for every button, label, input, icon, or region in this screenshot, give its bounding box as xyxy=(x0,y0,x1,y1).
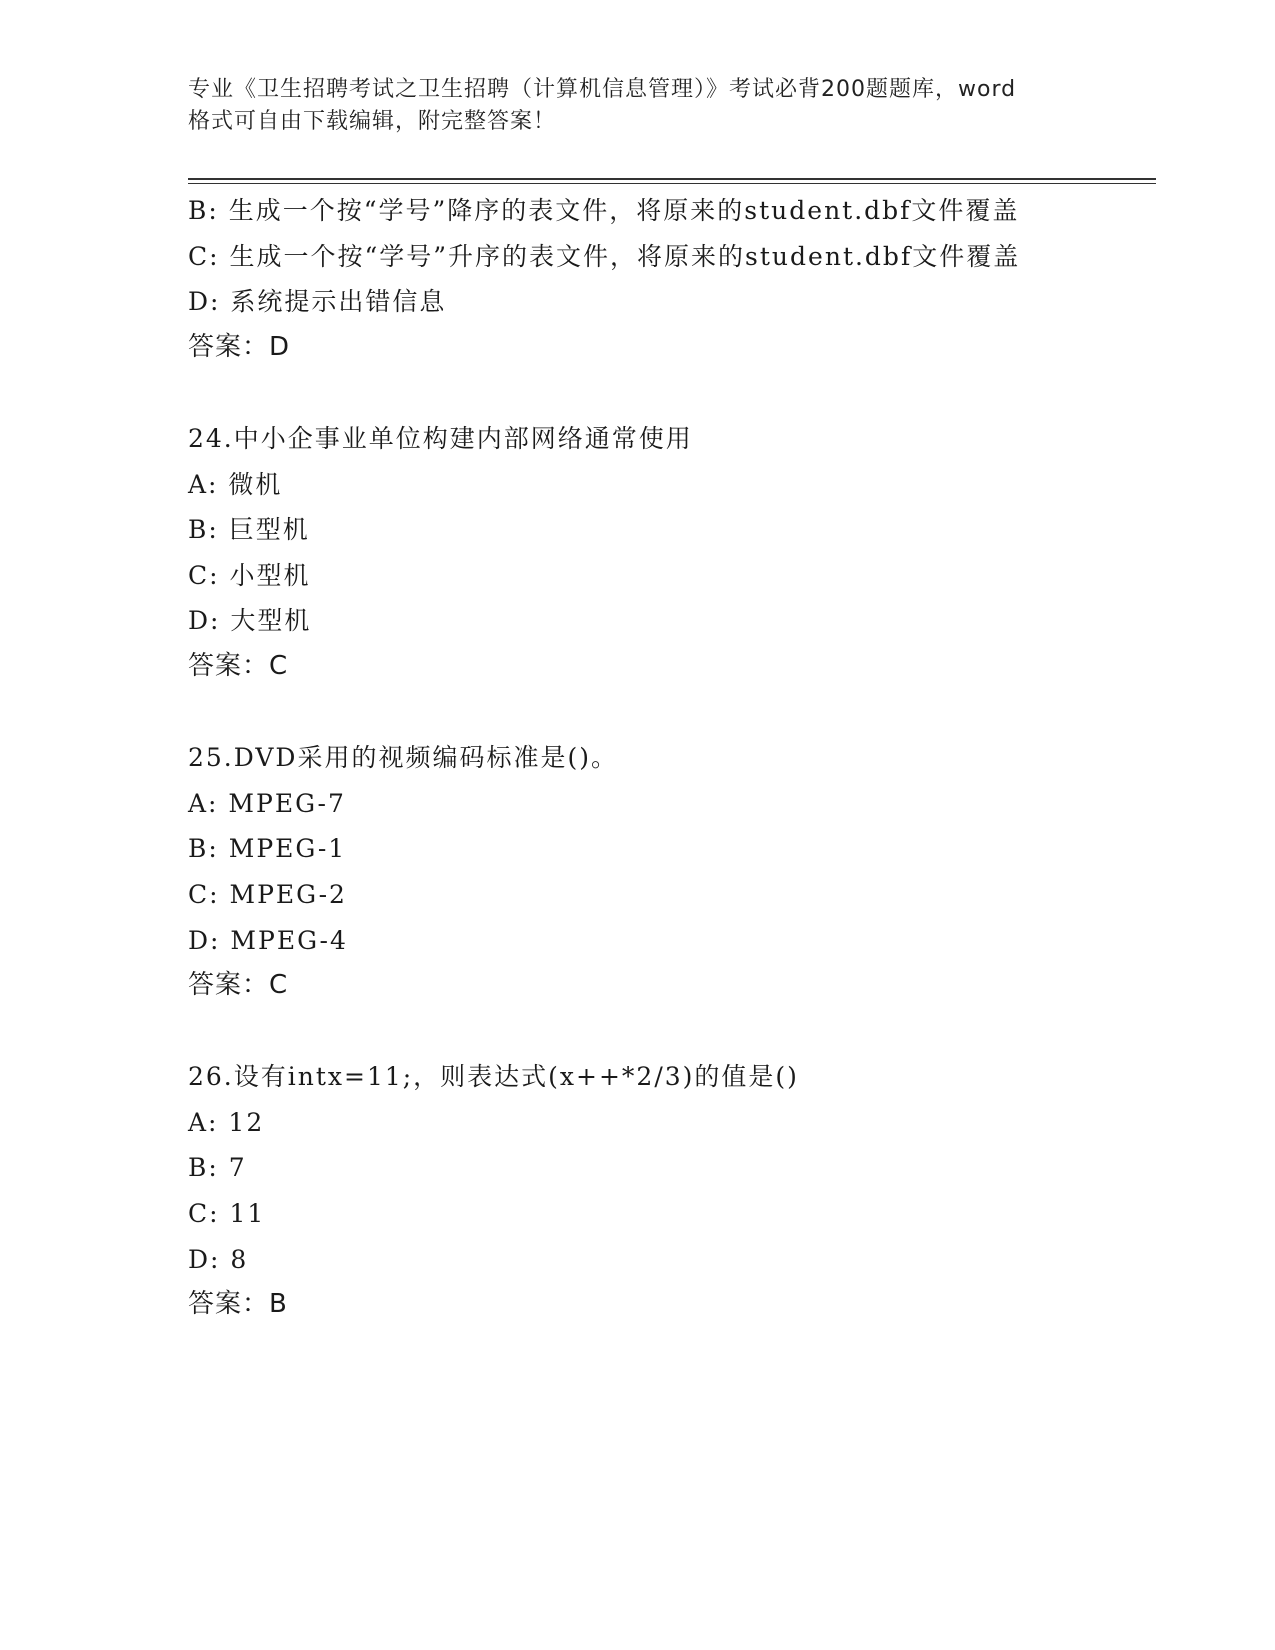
header-line-2: 格式可自由下载编辑，附完整答案！ xyxy=(188,109,557,134)
answer: 答案：D xyxy=(188,331,291,362)
option-b: B: 生成一个按“学号”降序的表文件，将原来的student.dbf文件覆盖 xyxy=(188,196,1020,225)
question-25 xyxy=(188,735,1088,1009)
header-rule-thick xyxy=(188,178,1156,180)
option-d: D: 系统提示出错信息 xyxy=(188,287,447,317)
header-line-1: 专业《卫生招聘考试之卫生招聘（计算机信息管理）》考试必背200题题库，word xyxy=(188,77,1017,102)
option-b: B: 巨型机 xyxy=(188,515,310,545)
answer: 答案：C xyxy=(188,650,289,681)
option-c: C: MPEG-2 xyxy=(188,879,347,909)
option-a: A: MPEG-7 xyxy=(188,788,346,818)
option-c: C: 生成一个按“学号”升序的表文件，将原来的student.dbf文件覆盖 xyxy=(188,241,1021,271)
header-rule-thin xyxy=(188,183,1156,184)
answer: 答案：C xyxy=(188,970,289,1001)
document-header xyxy=(188,74,1108,138)
question-content xyxy=(188,188,1088,1328)
question-23 xyxy=(188,188,1088,370)
option-a: A: 微机 xyxy=(188,469,283,499)
option-a: A: 12 xyxy=(188,1107,265,1137)
spacer xyxy=(188,690,1088,736)
question-stem: 25.DVD采用的视频编码标准是()。 xyxy=(188,743,618,773)
option-d: D: 大型机 xyxy=(188,606,312,636)
question-stem: 24.中小企事业单位构建内部网络通常使用 xyxy=(188,423,693,453)
answer: 答案：B xyxy=(188,1289,288,1320)
spacer xyxy=(188,1009,1088,1055)
question-stem: 26.设有intx=11;，则表达式(x++*2/3)的值是() xyxy=(188,1062,799,1092)
option-b: B: 7 xyxy=(188,1153,247,1183)
question-24 xyxy=(188,416,1088,690)
option-d: D: MPEG-4 xyxy=(188,925,348,955)
spacer xyxy=(188,370,1088,416)
option-d: D: 8 xyxy=(188,1244,249,1274)
option-c: C: 小型机 xyxy=(188,560,311,590)
question-26 xyxy=(188,1054,1088,1328)
option-c: C: 11 xyxy=(188,1199,266,1229)
option-b: B: MPEG-1 xyxy=(188,834,347,864)
